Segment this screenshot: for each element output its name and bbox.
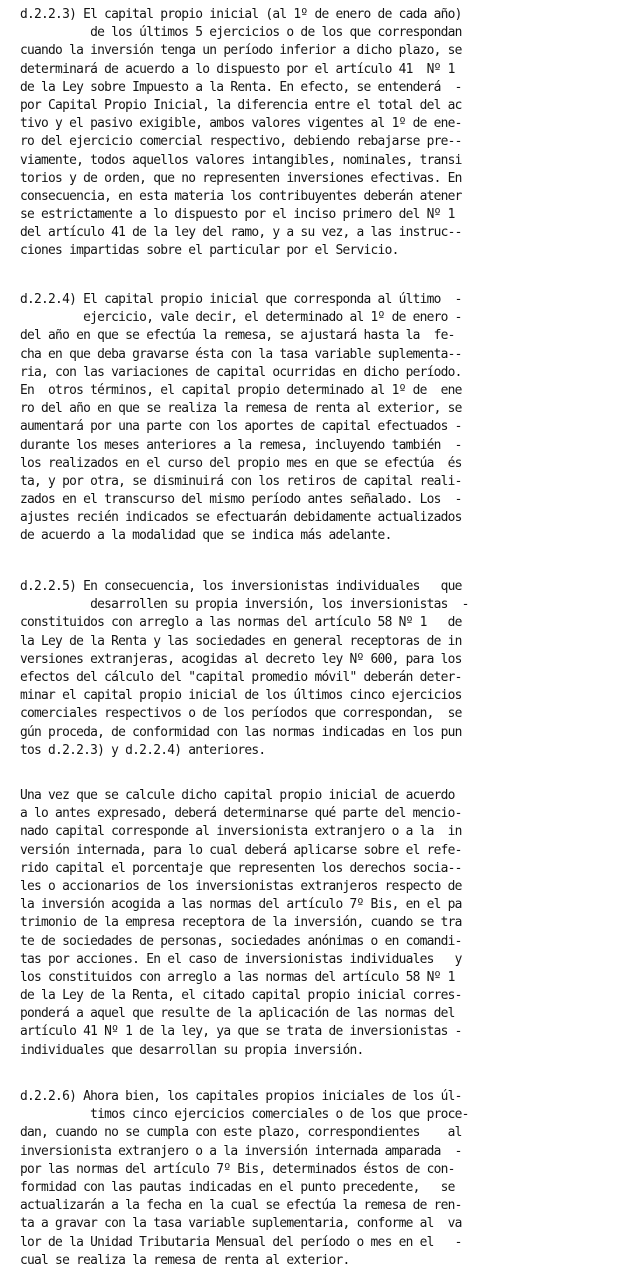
paragraph-continuation [20, 787, 620, 1060]
text-line: de la Ley de la Renta, el citado capital propio inicial corres- [20, 988, 462, 1004]
text-line: ta, y por otra, se disminuirá con los retiros de capital reali- [20, 473, 462, 489]
text-line: tos d.2.2.3) y d.2.2.4) anteriores. [20, 742, 266, 758]
text-line: aumentará por una parte con los aportes de capital efectuados - [20, 419, 462, 435]
text-line: de la Ley sobre Impuesto a la Renta. En efecto, se entenderá - [20, 79, 462, 95]
text-line: minar el capital propio inicial de los últimos cinco ejercicios [20, 688, 462, 704]
text-line: durante los meses anteriores a la remesa, incluyendo también - [20, 437, 462, 453]
text-line: rido capital el porcentaje que representen los derechos socia-- [20, 860, 462, 876]
text-line: tivo y el pasivo exigible, ambos valores vigentes al 1º de ene- [20, 116, 462, 132]
text-line: individuales que desarrollan su propia inversión. [20, 1042, 364, 1058]
text-line: tas por acciones. En el caso de inversionistas individuales y [20, 951, 462, 967]
text-line: versión internada, para lo cual deberá aplicarse sobre el refe- [20, 842, 462, 858]
text-line: ponderá a aquel que resulte de la aplicación de las normas del [20, 1006, 455, 1022]
text-line: por las normas del artículo 7º Bis, determinados éstos de con- [20, 1161, 455, 1177]
text-line: determinará de acuerdo a lo dispuesto por el artículo 41 Nº 1 [20, 61, 455, 77]
text-line: te de sociedades de personas, sociedades anónimas o en comandi- [20, 933, 462, 949]
text-line: consecuencia, en esta materia los contribuyentes deberán atener [20, 188, 462, 204]
text-line: cual se realiza la remesa de renta al exterior. [20, 1252, 350, 1268]
text-line: cuando la inversión tenga un período inferior a dicho plazo, se [20, 43, 462, 59]
text-line: los constituidos con arreglo a las normas del artículo 58 Nº 1 [20, 969, 455, 985]
text-line: constituidos con arreglo a las normas del artículo 58 Nº 1 de [20, 615, 462, 631]
text-line: torios y de orden, que no representen inversiones efectivas. En [20, 170, 462, 186]
paragraph-d-2-2-3 [20, 6, 620, 261]
text-line: timos cinco ejercicios comerciales o de los que proce- [20, 1107, 469, 1123]
text-line: formidad con las pautas indicadas en el punto precedente, se [20, 1179, 455, 1195]
text-line: de acuerdo a la modalidad que se indica más adelante. [20, 528, 392, 544]
text-line: lor de la Unidad Tributaria Mensual del período o mes en el - [20, 1234, 462, 1250]
text-line: artículo 41 Nº 1 de la ley, ya que se trata de inversionistas - [20, 1024, 462, 1040]
text-line: nado capital corresponde al inversionista extranjero o a la in [20, 824, 462, 840]
text-line: por Capital Propio Inicial, la diferencia entre el total del ac [20, 97, 462, 113]
text-line: a lo antes expresado, deberá determinarse qué parte del mencio- [20, 806, 462, 822]
text-line: zados en el transcurso del mismo período antes señalado. Los - [20, 492, 462, 508]
text-line: actualizarán a la fecha en la cual se efectúa la remesa de ren- [20, 1198, 462, 1214]
paragraph-d-2-2-5 [20, 578, 620, 760]
text-line: los realizados en el curso del propio mes en que se efectúa és [20, 455, 462, 471]
text-line: ro del ejercicio comercial respectivo, debiendo rebajarse pre-- [20, 134, 462, 150]
text-line: trimonio de la empresa receptora de la inversión, cuando se tra [20, 915, 462, 931]
text-line: versiones extranjeras, acogidas al decreto ley Nº 600, para los [20, 651, 462, 667]
text-line: ro del año en que se realiza la remesa de renta al exterior, se [20, 401, 462, 417]
text-line: ajustes recién indicados se efectuarán debidamente actualizados [20, 510, 462, 526]
text-line: ejercicio, vale decir, el determinado al 1º de enero - [20, 310, 462, 326]
text-line: cha en que deba gravarse ésta con la tasa variable suplementa-- [20, 346, 462, 362]
text-line: Una vez que se calcule dicho capital propio inicial de acuerdo [20, 788, 455, 803]
text-line: d.2.2.6) Ahora bien, los capitales propios iniciales de los úl- [20, 1089, 462, 1104]
paragraph-d-2-2-6 [20, 1088, 620, 1270]
text-line: de los últimos 5 ejercicios o de los que correspondan [20, 25, 462, 41]
text-line: efectos del cálculo del "capital promedio móvil" deberán deter- [20, 669, 462, 685]
text-line: desarrollen su propia inversión, los inversionistas - [20, 597, 469, 613]
text-line: les o accionarios de los inversionistas extranjeros respecto de [20, 878, 462, 894]
text-line: d.2.2.5) En consecuencia, los inversionistas individuales que [20, 579, 462, 594]
text-line: dan, cuando no se cumpla con este plazo, correspondientes al [20, 1125, 462, 1141]
text-line: ria, con las variaciones de capital ocurridas en dicho período. [20, 364, 462, 380]
text-line: En otros términos, el capital propio determinado al 1º de ene [20, 382, 462, 398]
text-line: d.2.2.3) El capital propio inicial (al 1º de enero de cada año) [20, 7, 462, 22]
text-line: inversionista extranjero o a la inversión internada amparada - [20, 1143, 462, 1159]
text-line: se estrictamente a lo dispuesto por el inciso primero del Nº 1 [20, 207, 455, 223]
paragraph-d-2-2-4 [20, 291, 620, 546]
text-line: comerciales respectivos o de los períodos que correspondan, se [20, 706, 462, 722]
text-line: d.2.2.4) El capital propio inicial que corresponda al último - [20, 292, 462, 307]
text-line: la inversión acogida a las normas del artículo 7º Bis, en el pa [20, 897, 462, 913]
text-line: gún proceda, de conformidad con las normas indicadas en los pun [20, 724, 462, 740]
text-line: del año en que se efectúa la remesa, se ajustará hasta la fe- [20, 328, 455, 344]
text-line: ta a gravar con la tasa variable suplementaria, conforme al va [20, 1216, 462, 1232]
text-line: del artículo 41 de la ley del ramo, y a su vez, a las instruc-- [20, 225, 462, 241]
text-line: ciones impartidas sobre el particular por el Servicio. [20, 243, 399, 259]
text-line: viamente, todos aquellos valores intangibles, nominales, transi [20, 152, 462, 168]
text-line: la Ley de la Renta y las sociedades en general receptoras de in [20, 633, 462, 649]
